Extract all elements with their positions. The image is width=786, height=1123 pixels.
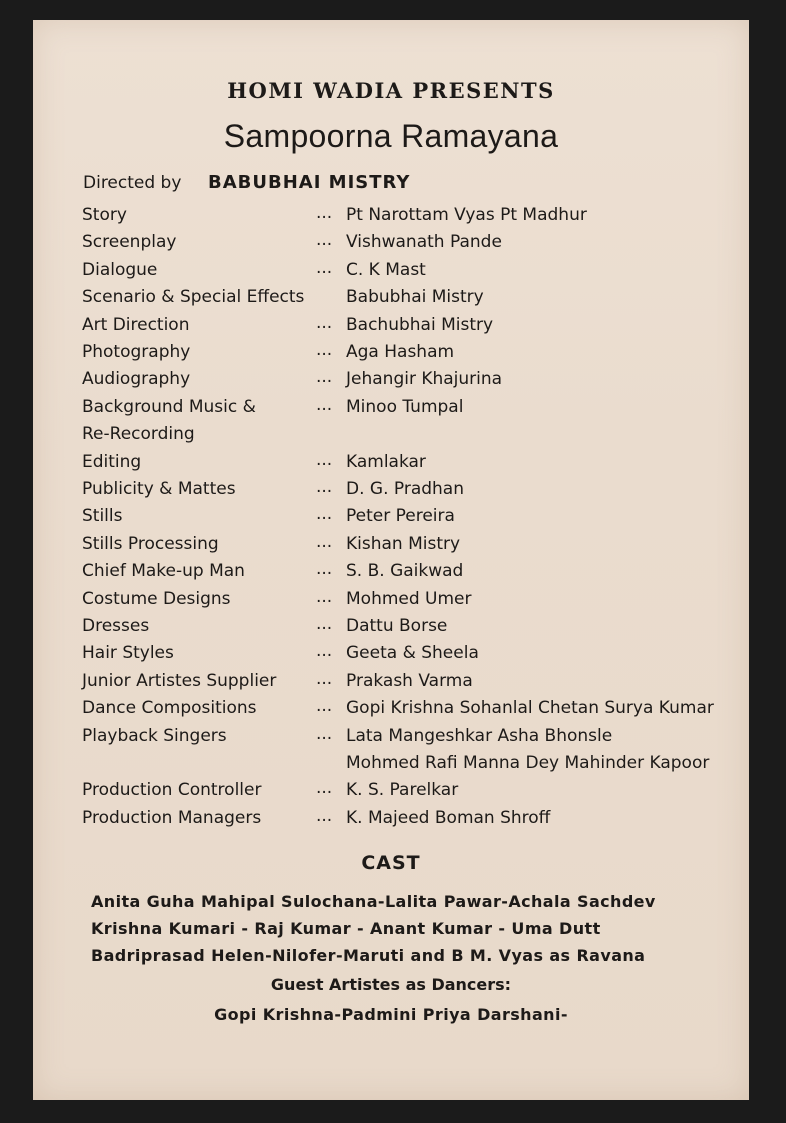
credit-dots: ...: [316, 669, 333, 689]
credit-row: [33, 726, 749, 752]
credit-role: Dialogue: [82, 260, 158, 280]
cast-heading: CAST: [361, 852, 421, 874]
credit-row: [33, 506, 749, 532]
credit-row: [33, 260, 749, 286]
credit-dots: ...: [316, 313, 333, 333]
credit-role: Publicity & Mattes: [82, 479, 236, 499]
credit-name: Kishan Mistry: [346, 534, 461, 554]
credit-role: Stills: [82, 506, 123, 526]
programme-page: [33, 20, 749, 1100]
credit-name: Minoo Tumpal: [346, 397, 464, 417]
credit-dots: ...: [316, 532, 333, 552]
credit-dots: ...: [316, 559, 333, 579]
credit-row: [33, 205, 749, 231]
credit-name: Jehangir Khajurina: [346, 369, 503, 389]
credit-role: Production Controller: [82, 780, 262, 800]
credit-name: Dattu Borse: [346, 616, 448, 636]
credit-dots: ...: [316, 641, 333, 661]
credit-dots: ...: [316, 203, 333, 223]
credit-row: [33, 616, 749, 642]
credit-dots: ...: [316, 230, 333, 250]
credit-name: Geeta & Sheela: [346, 643, 479, 663]
credit-row: [33, 369, 749, 395]
credit-name: Bachubhai Mistry: [346, 315, 494, 335]
credit-name: Mohmed Umer: [346, 589, 472, 609]
credit-name: Babubhai Mistry: [346, 287, 484, 307]
credit-row: [33, 534, 749, 560]
director-name: BABUBHAI MISTRY: [208, 172, 411, 193]
credit-name: K. Majeed Boman Shroff: [346, 808, 551, 828]
cast-line: Anita Guha Mahipal Sulochana-Lalita Pawar-Achala Sachdev: [91, 892, 656, 911]
credit-name: Vishwanath Pande: [346, 232, 502, 252]
credit-dots: ...: [316, 806, 333, 826]
credit-role: Background Music &: [82, 397, 256, 417]
cast-line: Krishna Kumari - Raj Kumar - Anant Kumar - Uma Dutt: [91, 919, 601, 938]
credit-name: Mohmed Rafi Manna Dey Mahinder Kapoor: [346, 753, 710, 773]
credit-name: K. S. Parelkar: [346, 780, 459, 800]
credit-name: S. B. Gaikwad: [346, 561, 464, 581]
credit-role: Art Direction: [82, 315, 190, 335]
credit-role: Costume Designs: [82, 589, 231, 609]
credit-role: Chief Make-up Man: [82, 561, 245, 581]
credit-role: Scenario & Special Effects: [82, 287, 305, 307]
credit-name: Kamlakar: [346, 452, 426, 472]
credit-role: Playback Singers: [82, 726, 227, 746]
credit-role: Junior Artistes Supplier: [82, 671, 277, 691]
guest-dancers: Gopi Krishna-Padmini Priya Darshani-: [214, 1005, 568, 1024]
credit-row: [33, 315, 749, 341]
credit-row: [33, 780, 749, 806]
credit-name: C. K Mast: [346, 260, 426, 280]
credit-row: [33, 561, 749, 587]
credit-role: Stills Processing: [82, 534, 219, 554]
credit-name: Prakash Varma: [346, 671, 473, 691]
credit-dots: ...: [316, 504, 333, 524]
credit-row: [33, 643, 749, 669]
credit-dots: ...: [316, 696, 333, 716]
credit-row: [33, 589, 749, 615]
credit-name: Pt Narottam Vyas Pt Madhur: [346, 205, 587, 225]
credit-row: [33, 287, 749, 313]
credit-name: Aga Hasham: [346, 342, 455, 362]
credit-dots: ...: [316, 614, 333, 634]
credit-name: Peter Pereira: [346, 506, 455, 526]
credit-role: Photography: [82, 342, 191, 362]
credit-row: [33, 671, 749, 697]
credit-dots: ...: [316, 477, 333, 497]
credit-row: [33, 452, 749, 478]
credit-role: Re-Recording: [82, 424, 195, 444]
credit-dots: ...: [316, 778, 333, 798]
guest-artistes-heading: Guest Artistes as Dancers:: [270, 975, 512, 994]
credit-row: [33, 808, 749, 834]
credit-row: [33, 753, 749, 779]
credit-name: Lata Mangeshkar Asha Bhonsle: [346, 726, 613, 746]
credit-dots: ...: [316, 450, 333, 470]
credit-role: Hair Styles: [82, 643, 174, 663]
credit-row: [33, 232, 749, 258]
credit-dots: ...: [316, 395, 333, 415]
credit-row: [33, 424, 749, 450]
credit-row: [33, 342, 749, 368]
credit-role: Story: [82, 205, 127, 225]
credit-name: D. G. Pradhan: [346, 479, 464, 499]
credit-name: Gopi Krishna Sohanlal Chetan Surya Kumar: [346, 698, 714, 718]
credit-dots: ...: [316, 258, 333, 278]
credit-dots: ...: [316, 587, 333, 607]
credit-role: Editing: [82, 452, 142, 472]
credit-role: Dance Compositions: [82, 698, 257, 718]
directed-by-label: Directed by: [83, 173, 182, 193]
credit-dots: ...: [316, 340, 333, 360]
cast-line: Badriprasad Helen-Nilofer-Maruti and B M. Vyas as Ravana: [91, 946, 646, 965]
credit-role: Audiography: [82, 369, 191, 389]
credit-row: [33, 397, 749, 423]
presents-heading: HOMI WADIA PRESENTS: [227, 78, 555, 103]
credit-role: Production Managers: [82, 808, 262, 828]
credit-dots: ...: [316, 367, 333, 387]
credit-role: Screenplay: [82, 232, 177, 252]
credit-dots: ...: [316, 724, 333, 744]
credit-row: [33, 479, 749, 505]
film-title: Sampoorna Ramayana: [223, 118, 559, 154]
credit-role: Dresses: [82, 616, 150, 636]
credit-row: [33, 698, 749, 724]
